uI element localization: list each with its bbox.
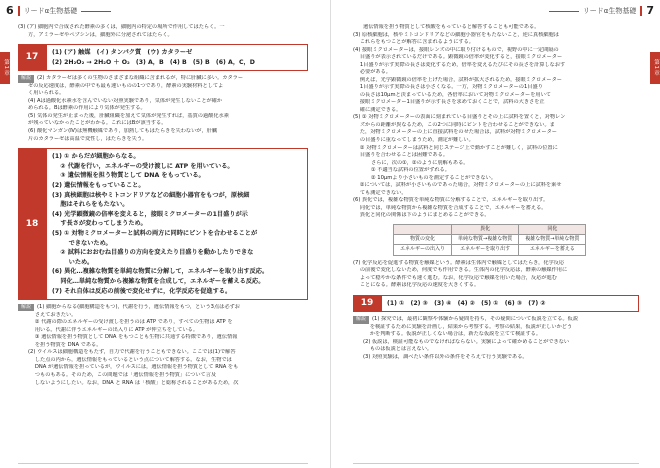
explanation-18-continued — [353, 24, 639, 220]
problem-number: 18 — [18, 148, 46, 300]
text-line: これらをもつことが解答に含まれるようにする。 — [353, 39, 474, 46]
header-accent-bar — [18, 6, 20, 16]
text-line: 必要がある。 — [353, 69, 391, 76]
answer-line: (4) 光学顕微鏡の倍率を変えると，接眼ミクロメーターの1目盛りが示 — [52, 210, 248, 218]
text-line: 異化と同化の関係は下のようにまとめることができる。 — [353, 212, 490, 219]
table-row — [394, 235, 586, 245]
text-line: よって穏やかな条件でも速く進む。なお，化学反応で触媒を用いた場合，反応が進む — [353, 274, 557, 281]
problem-19 — [353, 295, 639, 313]
text-line: を検証するために実験を計画し，結果から考察する。考察の結果，仮説が正しいかどう — [363, 323, 573, 330]
text-line: (2) ウイルスは細胞構造をもたず，自力で代謝を行うこともできない。ここでは(1)で解答 — [28, 349, 236, 356]
text-line: (3) (ア) 細胞内で合成された酵素の多くは，細胞内の特定の場所で作用してはたらく。一 — [18, 24, 225, 30]
text-line: (4) 接眼ミクロメーターは，接眼レンズの中に取り付けるもので，視野の中に一定間隔の — [353, 46, 559, 53]
explanation-label: 解説 — [353, 316, 369, 323]
answer-box — [46, 44, 308, 71]
text-line: (5) 気体の発生が止まった後，肝臓組織を加えて気体が発生すれば，基質の過酸化水素 — [28, 112, 229, 119]
text-line: DNA が遺伝情報を担っているが，ウイルスには，遺伝情報を担う物質として RNA をも — [28, 364, 239, 371]
text-line: く用いられる。 — [28, 90, 65, 97]
answer-line: ③ 遺伝情報を担う物質として DNA をもっている。 — [52, 172, 205, 180]
text-line: 1目盛りが示す実際の長さは変化するため，倍率を変えるたびにその長さを計算しなおす — [353, 61, 566, 68]
text-line: ③ 遺伝情報を担う物質として DNA をもつことも生物に共通する特徴であり，遺伝情報 — [28, 334, 238, 341]
text-line: 1目盛りが示す実際の長さは小さくなる。一方，対物ミクロメーターの1目盛り — [353, 84, 543, 91]
left-content — [18, 24, 308, 387]
text-line: 例えば，光学顕微鏡の倍率を上げた場合，試料が拡大されるため，接眼ミクロメーター — [353, 76, 562, 83]
answer-line: いため。 — [52, 258, 94, 266]
explanation-19 — [353, 316, 639, 361]
text-line: が残っていなかったことがわかる。これにはBが該当する。 — [28, 120, 167, 127]
table-header-cell: 同化 — [519, 224, 586, 234]
left-page-number: 6 — [6, 4, 14, 18]
answer-line: (3) 真核細胞は核やミトコンドリアなどの細胞小器官をもつが，原核細 — [52, 191, 250, 199]
catabolism-anabolism-table — [393, 224, 586, 256]
text-line: 用いる。代謝に伴うエネルギーの出入りに ATP が仲立ちをしている。 — [28, 326, 199, 333]
table-header-cell: 異化 — [452, 224, 519, 234]
answer-line: 同化…単純な物質から複雑な物質を合成して，エネルギーを蓄える反応。 — [52, 277, 265, 285]
text-line: さえておきたい。 — [28, 311, 77, 318]
text-line: ゼの反応速度は，酵素の中でも最も速いものの1つであり，酵素の実験材料としてよ — [28, 82, 224, 89]
text-line: ① 不適当な試料の位置がずれる。 — [371, 167, 450, 174]
text-line: (1) 探究では，最初に観察や体験から疑問を持ち，その疑問について仮説を立てる。仮説 — [372, 316, 579, 323]
text-line: の目盛りに重なってしまうため，測定が難しい。 — [353, 136, 474, 143]
text-line: 目盛りが表示されているだけである。顕微鏡の倍率が変化すると，接眼ミクロメーター — [353, 54, 563, 61]
explanation-label: 解説 — [18, 75, 34, 82]
text-line: ことになる。酵素は化学反応の速度を大きくする。 — [353, 282, 480, 289]
explanation-18 — [18, 304, 308, 387]
intro-block — [18, 24, 308, 39]
answer-line: 胞はそれらをもたない。 — [52, 201, 129, 209]
text-line: (2) 仮説は，検証可能なものでなければならない。実験によって確かめることができない — [363, 338, 570, 345]
right-page — [330, 0, 660, 468]
text-line: (6) 酸化マンガン(Ⅳ)は無機触媒であり，加熱してもはたらきを失わないが，肝臓 — [28, 128, 218, 134]
table-cell: エネルギーを取り出す — [452, 245, 519, 255]
table-cell: 複雑な物質→単純な物質 — [519, 235, 586, 245]
right-content — [353, 24, 639, 361]
explanation-18-after-table — [353, 260, 639, 290]
right-chapter-tab: 第1章 — [650, 52, 660, 84]
text-line: つものもある。そのため，この問題では「遺伝情報を担う物質」について言及 — [28, 371, 217, 378]
problem-17 — [18, 44, 308, 71]
text-line: められる。Bは酵素の作用により気体が発生する。 — [28, 105, 146, 112]
header-accent-bar — [640, 6, 642, 16]
text-line: ても測定できない。 — [353, 189, 407, 196]
left-header-title: リードα生物基礎 — [23, 6, 78, 15]
table-cell: エネルギーの出入り — [394, 245, 452, 255]
header-rule — [81, 11, 111, 12]
footer-rule — [18, 463, 308, 464]
table-cell: 単純な物質→複雑な物質 — [452, 235, 519, 245]
text-line: ② 10μmより小さいものを測定することができない。 — [371, 174, 497, 181]
text-line: の前後で変化しないため，何度でも作用できる。生体内の化学反応は，酵素の触媒作用に — [353, 267, 568, 274]
text-line: た，対物ミクロメーターの上に直接試料をのせた場合は，試料が対物ミクロメーター — [353, 129, 557, 136]
text-line: (3) 対照実験は，調べたい条件以外の条件をそろえて行う実験である。 — [363, 353, 528, 360]
right-header — [545, 4, 654, 18]
table-header-cell — [394, 224, 452, 234]
right-header-title: リードα生物基礎 — [582, 6, 637, 15]
footer-rule — [353, 463, 639, 464]
answer-box — [381, 295, 639, 313]
text-line: ②については，試料が小さいものであった場合，対物ミクロメーターの上に試料を乗せ — [353, 182, 562, 189]
text-line: しないようにしたい。なお，DNA と RNA は「核酸」と総称されることがあるため，次 — [28, 379, 239, 386]
text-line: かを判断する。仮説が正しくない場合は，新たな仮説を立てて検証する。 — [363, 331, 542, 338]
text-line: (1) 細胞からなる(細胞構造をもつ)，代謝を行う，遺伝情報をもつ，という3点は必ずお — [37, 304, 240, 311]
answer-line: (2) 遺伝情報をもっていること。 — [52, 181, 145, 189]
right-page-number: 7 — [646, 4, 654, 18]
table-row — [394, 245, 586, 255]
explanation-17 — [18, 75, 308, 143]
text-line: (6) 異化では，複雑な物質を単純な物質に分解することで，エネルギーを取り出す。 — [353, 197, 549, 204]
text-line: した点の内から，遺伝情報をもっているという点について解答する。なお，生物では — [28, 356, 232, 363]
text-line: を担う物質を DNA である。 — [28, 341, 102, 348]
text-line: (7) 化学反応を促進する物質を触媒という。酵素は生体内で触媒としてはたらき，化学反応 — [353, 259, 565, 266]
answer-line: (5) ① 対物ミクロメーターと試料の両方に同時にピントを合わせることが — [52, 229, 258, 237]
left-header — [6, 4, 111, 18]
text-line: ② 代謝の際のエネルギーの受け渡しを担うのは ATP であり，すべての生物は ATP を — [28, 319, 233, 326]
text-line: ② 対物ミクロメーターは試料と同じステージ上で動かすことが難しく，試料の位置に — [353, 144, 558, 151]
text-line: 遺伝情報を担う物質として核酸をもっていると解答することも可能である。 — [363, 24, 540, 30]
text-line: 片のカタラーゼは高温で変性し，はたらきを失う。 — [28, 135, 148, 142]
explanation-label: 解説 — [18, 304, 34, 311]
text-line: ものは仮説とは言えない。 — [363, 346, 433, 353]
text-line: (5) ① 対物ミクロメーターの表面に刻まれている目盛りとその上に試料を置くと，対物レン — [353, 114, 566, 121]
text-line: 接眼ミクロメーター1目盛りが示す長さを求めておくことで，試料の大きさを正 — [353, 99, 545, 106]
table-cell: 物質の変化 — [394, 235, 452, 245]
answer-line: (1) ① からだが細胞からなる。 — [52, 153, 140, 161]
answer-line: (1) (ア) 触媒 (イ) タンパク質 (ウ) カタラーゼ — [52, 49, 193, 57]
table-cell: エネルギーを蓄える — [519, 245, 586, 255]
answer-box — [46, 148, 308, 300]
answer-line: (6) 異化…複雑な物質を単純な物質に分解して，エネルギーを取り出す反応。 — [52, 268, 269, 276]
text-line: 確に測定できる。 — [353, 106, 402, 113]
problem-18 — [18, 148, 308, 300]
text-line: (2) カタラーゼは多くの生物のさまざまな組織に含まれるが，特に肝臓に多い。カタラー — [37, 75, 244, 82]
problem-number: 17 — [18, 44, 46, 71]
answer-line: (1) ① (2) ③ (3) ④ (4) ② (5) ① (6) ③ (7) ② — [387, 299, 546, 307]
text-line: (3) 原核細胞は，核やミトコンドリアなどの細胞小器官をもたないこと，逆に真核細胞は — [353, 31, 559, 38]
answer-line: できないため。 — [52, 239, 112, 247]
problem-number: 19 — [353, 295, 381, 313]
header-rule — [549, 11, 579, 12]
answer-line: ② 代謝を行い，エネルギーの受け渡しに ATP を用いている。 — [52, 162, 234, 170]
left-chapter-tab: 第1章 — [0, 52, 10, 84]
answer-line: す長さが変わってしまうため。 — [52, 220, 147, 228]
answer-line: ② 試料におおむね目盛りの方向を変えたり目盛りを動かしたりできな — [52, 249, 254, 257]
text-line: の長さは10μmと決まっているため，各倍率において対物ミクロメーターを用いて — [353, 91, 551, 98]
text-line: ズからの距離が異なるため，この2つに同時にピントを合わせることができない。ま — [353, 121, 555, 128]
text-line: 方，アミラーゼやペプシンは，細胞外に分泌されてはたらく。 — [28, 31, 173, 38]
text-line: (4) Aは過酸化水素水を含んでいない対照実験であり，気体が発生しないことが確か — [28, 97, 223, 104]
answer-line: (7) それ自体は反応の前後で変化せずに，化学反応を促進する。 — [52, 287, 232, 295]
text-line: 目盛りを合わせることは困難である。 — [353, 152, 449, 159]
text-line: さらに，次の①，②のように別解もある。 — [371, 159, 469, 166]
answer-line: (2) 2H₂O₂ → 2H₂O ＋ O₂ (3) A，B (4) B (5) B (6) A，C，D — [52, 58, 255, 66]
text-line: 同化では，単純な物質から複雑な物質を合成することで，エネルギーを蓄える。 — [353, 204, 547, 211]
